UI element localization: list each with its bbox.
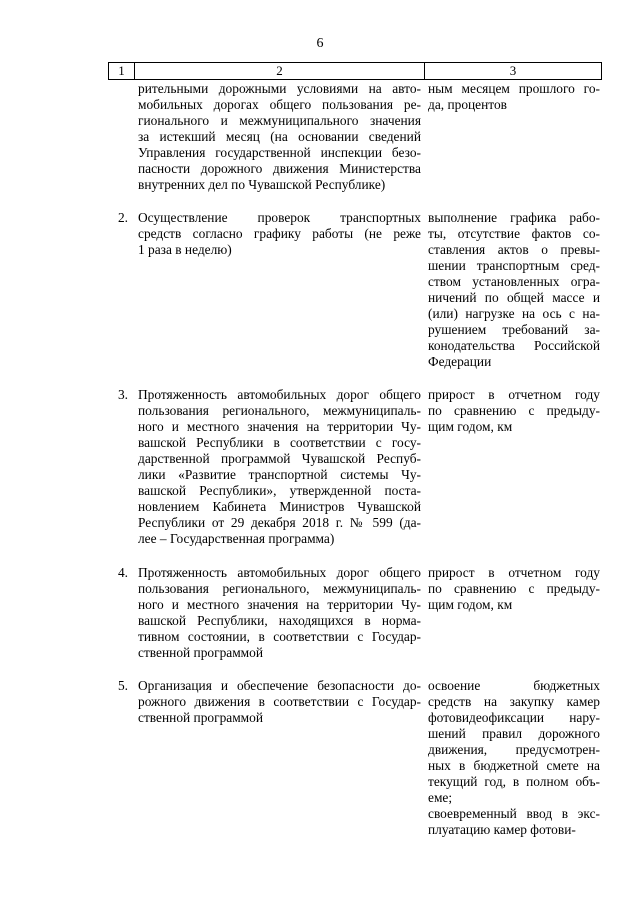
text-line: ных в бюджетной смете на: [428, 758, 600, 773]
row-indicator: [428, 387, 600, 435]
text-line: своевременный ввод в экс-: [428, 806, 600, 821]
row-indicator: [428, 678, 600, 838]
text-line: дарственной программой Чувашской Респуб-: [138, 451, 421, 466]
text-line: ного и местного значения на территории Чу-: [138, 419, 421, 434]
text-line: 1 раза в неделю): [138, 242, 232, 257]
text-line: средств согласно графику работы (не реже: [138, 226, 421, 241]
text-line: шении транспортным сред-: [428, 258, 600, 273]
text-line: гионального и межмуниципального значения: [138, 113, 421, 128]
text-line: освоение бюджетных: [428, 678, 600, 693]
text-line: вашской Республики в соответствии с госу-: [138, 435, 421, 450]
text-line: плуатацию камер фотови-: [428, 822, 576, 837]
text-line: движения, предусмотрен-: [428, 742, 600, 757]
text-line: рожного движения в соответствии с Государ-: [138, 694, 421, 709]
text-line: выполнение графика рабо-: [428, 210, 600, 225]
text-line: (или) нагрузке на ось с на-: [428, 306, 600, 321]
text-line: ставления актов о превы-: [428, 242, 600, 257]
column-header-2: 2: [135, 63, 425, 79]
text-line: Осуществление проверок транспортных: [138, 210, 421, 225]
text-line: ственной программой: [138, 645, 264, 660]
text-line: Организация и обеспечение безопасности до-: [138, 678, 421, 693]
text-line: ственной программой: [138, 710, 264, 725]
row-indicator: [428, 210, 600, 370]
text-line: Управления государственной инспекции безо-: [138, 145, 421, 160]
row-number: 4.: [117, 565, 128, 580]
text-line: еме;: [428, 790, 453, 805]
row-indicator: [428, 81, 600, 113]
text-line: ты, отсутствие фактов со-: [428, 226, 600, 241]
text-line: лее – Государственная программа): [138, 531, 335, 546]
text-line: Республики от 29 декабря 2018 г. № 599 (да-: [138, 515, 421, 530]
text-line: шений правил дорожного: [428, 726, 600, 741]
row-description: [138, 387, 421, 547]
text-line: прирост в отчетном году: [428, 387, 600, 402]
text-line: Федерации: [428, 354, 492, 369]
row-number: 3.: [117, 387, 128, 402]
row-description: [138, 210, 421, 258]
text-line: пользования регионального, межмуниципаль-: [138, 581, 421, 596]
column-header-1: 1: [109, 63, 135, 79]
text-line: рительными дорожными условиями на авто-: [138, 81, 421, 96]
text-line: ством установленных огра-: [428, 274, 600, 289]
text-line: ным месяцем прошлого го-: [428, 81, 600, 96]
text-line: фотовидеофиксации нару-: [428, 710, 600, 725]
page-number: 6: [316, 36, 324, 51]
row-number: 2.: [117, 210, 128, 225]
column-header-3: 3: [509, 63, 517, 78]
text-line: щим годом, км: [428, 419, 513, 434]
text-line: тивном состоянии, в соответствии с Государ-: [138, 629, 421, 644]
text-line: щим годом, км: [428, 597, 513, 612]
text-line: рушением требований за-: [428, 322, 600, 337]
row-indicator: [428, 565, 600, 613]
text-line: прирост в отчетном году: [428, 565, 600, 580]
row-description: [138, 565, 421, 661]
table-header: [108, 62, 602, 80]
text-line: Протяженность автомобильных дорог общего: [138, 387, 421, 402]
row-description: [138, 678, 421, 726]
text-line: за истекший месяц (на основании сведений: [138, 129, 421, 144]
text-line: пасности дорожного движения Министерства: [138, 161, 421, 176]
text-line: ничений по общей массе и: [428, 290, 600, 305]
row-description: [138, 81, 421, 193]
text-line: по сравнению с предыду-: [428, 403, 600, 418]
text-line: по сравнению с предыду-: [428, 581, 600, 596]
text-line: мобильных дорогах общего пользования ре-: [138, 97, 421, 112]
text-line: ного и местного значения на территории Чу-: [138, 597, 421, 612]
text-line: вашской Республики, находящихся в норма-: [138, 613, 421, 628]
text-line: да, процентов: [428, 97, 507, 112]
text-line: вашской Республики», утвержденной поста-: [138, 483, 421, 498]
text-line: средств на закупку камер: [428, 694, 600, 709]
text-line: текущий год, в полном объ-: [428, 774, 600, 789]
row-number: 5.: [117, 678, 128, 693]
text-line: внутренних дел по Чувашской Республике): [138, 177, 386, 192]
text-line: конодательства Российской: [428, 338, 600, 353]
text-line: новлением Кабинета Министров Чувашской: [138, 499, 421, 514]
text-line: лики «Развитие транспортной системы Чу-: [138, 467, 421, 482]
text-line: пользования регионального, межмуниципаль-: [138, 403, 421, 418]
text-line: Протяженность автомобильных дорог общего: [138, 565, 421, 580]
